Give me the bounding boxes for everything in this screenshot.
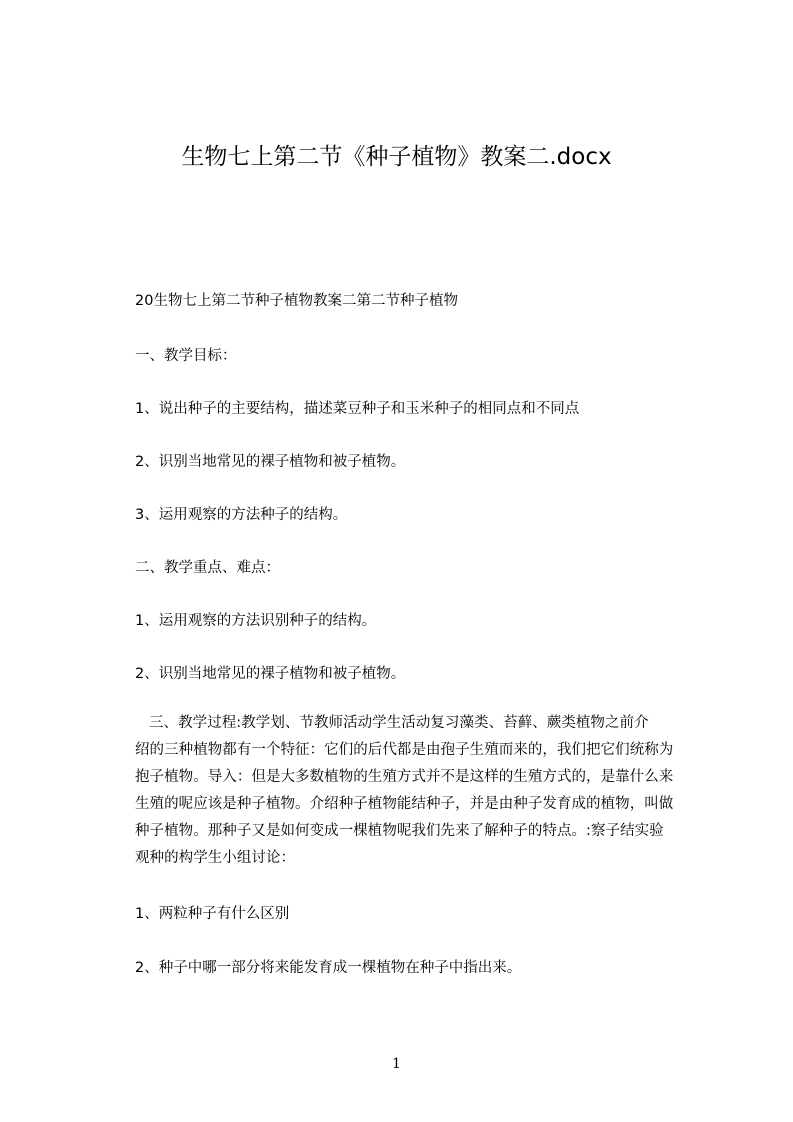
paragraph-line: 抱子植物。导入：但是大多数植物的生殖方式并不是这样的生殖方式的，是靠什么来 (135, 769, 674, 785)
paragraph-line: 生殖的呢应该是种子植物。介绍种子植物能结种子，并是由种子发育成的植物，叫做 (135, 796, 674, 812)
paragraph-line: 绍的三种植物都有一个特征：它们的后代都是由孢子生殖而来的，我们把它们统称为 (135, 742, 674, 758)
section-heading-objectives: 一、教学目标： (135, 348, 237, 364)
document-title: 生物七上第二节《种子植物》教案二.docx (181, 144, 612, 170)
page-number: 1 (392, 1056, 401, 1072)
paragraph-line: 观种的构学生小组讨论： (135, 850, 296, 866)
section-heading-key-points: 二、教学重点、难点： (135, 560, 280, 576)
key-point-item-2: 2、识别当地常见的裸子植物和被子植物。 (135, 666, 406, 682)
teaching-process-paragraph (135, 710, 701, 872)
objective-item-2: 2、识别当地常见的裸子植物和被子植物。 (135, 454, 406, 470)
document-subtitle: 20生物七上第二节种子植物教案二第二节种子植物 (135, 293, 458, 309)
paragraph-line: 三、教学过程:教学划、节教师活动学生活动复习藻类、苔藓、蕨类植物之前介 (149, 715, 649, 731)
question-item-1: 1、两粒种子有什么区别 (135, 906, 290, 922)
paragraph-line: 种子植物。那种子又是如何变成一棵植物呢我们先来了解种子的特点。:察子结实验 (135, 823, 664, 839)
question-item-2: 2、种子中哪一部分将来能发育成一棵植物在种子中指出来。 (135, 960, 522, 976)
objective-item-3: 3、运用观察的方法种子的结构。 (135, 507, 348, 523)
objective-item-1: 1、说出种子的主要结构，描述菜豆种子和玉米种子的相同点和不同点 (135, 401, 580, 417)
key-point-item-1: 1、运用观察的方法识别种子的结构。 (135, 613, 377, 629)
